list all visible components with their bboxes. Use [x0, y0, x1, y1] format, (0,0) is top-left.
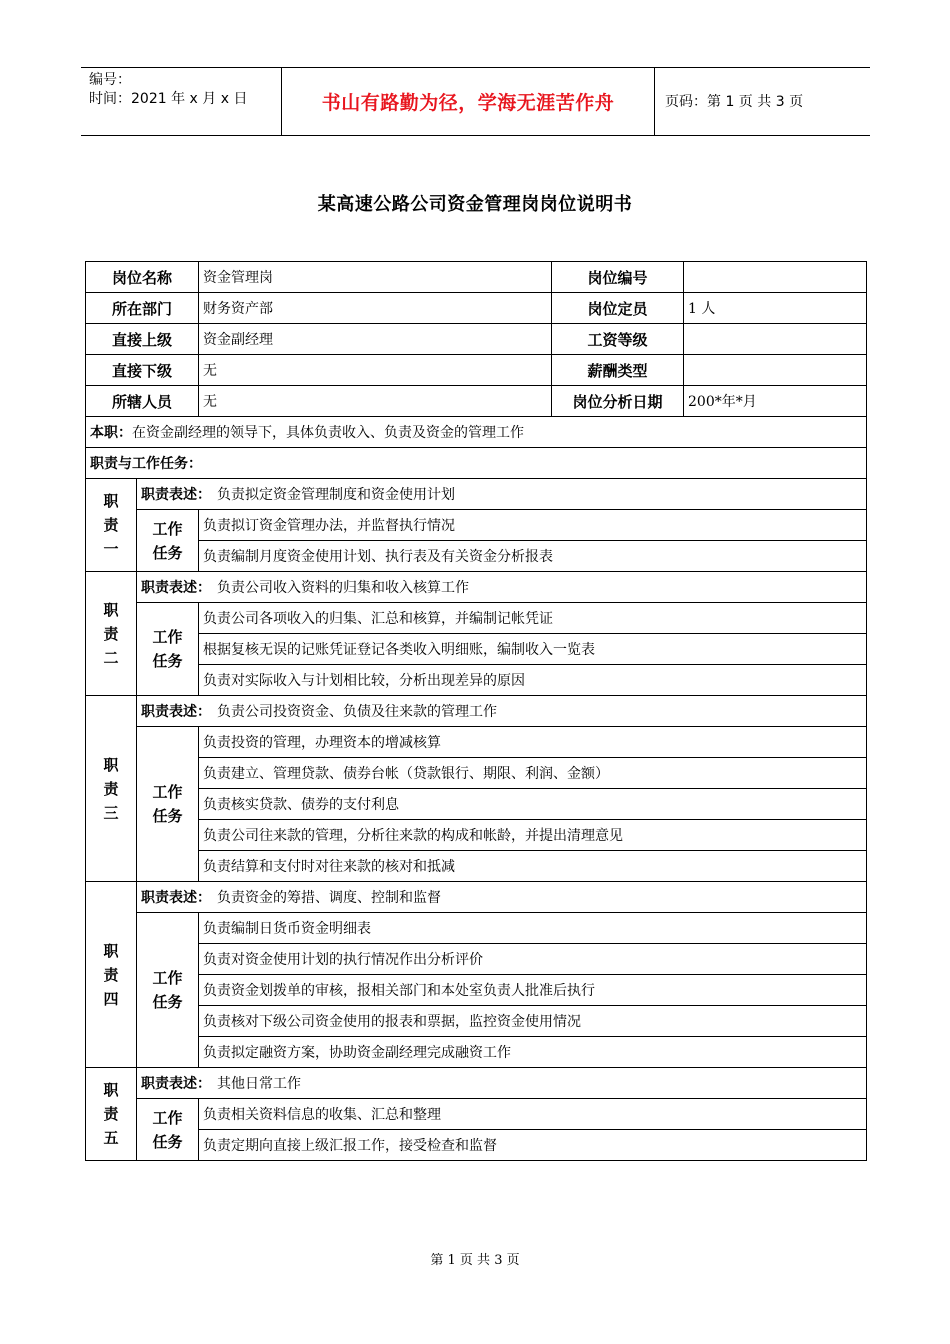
duty-description-cell [137, 882, 867, 913]
duty-task-text: 负责结算和支付时对往来款的核对和抵减 [199, 851, 867, 882]
duty-task-text: 负责相关资料信息的收集、汇总和整理 [199, 1099, 867, 1130]
duty-heading-char: 职 [103, 755, 119, 774]
duty-description-row [86, 1068, 867, 1099]
duty-heading [86, 882, 137, 1068]
duty-task-text: 负责对资金使用计划的执行情况作出分析评价 [199, 944, 867, 975]
task-heading-line: 工作 [152, 783, 183, 801]
duty-task-text: 负责公司往来款的管理，分析往来款的构成和帐龄，并提出清理意见 [199, 820, 867, 851]
job-description-table [85, 261, 867, 1161]
headcount-label: 岗位定员 [552, 293, 684, 324]
duties-title: 职责与工作任务： [86, 448, 867, 479]
duty-heading [86, 572, 137, 696]
task-heading-line: 任务 [152, 1132, 183, 1151]
duty-task-row [86, 913, 867, 944]
duty-task-text: 负责拟订资金管理办法，并监督执行情况 [199, 510, 867, 541]
number-label: 编号： [89, 72, 131, 88]
duty-task-row [86, 541, 867, 572]
superior-label: 直接上级 [86, 324, 199, 355]
duty-description-text: 负责公司收入资料的归集和收入核算工作 [217, 580, 469, 596]
duty-heading-char: 二 [103, 648, 119, 667]
duty-heading-char: 职 [103, 1081, 119, 1099]
wage-label: 工资等级 [552, 324, 684, 355]
duty-heading-char: 责 [103, 779, 119, 798]
duty-description-label: 职责表述： [141, 487, 211, 503]
duty-task-row [86, 510, 867, 541]
duty-task-text: 负责建立、管理贷款、债券台帐（贷款银行、期限、利润、金额） [199, 758, 867, 789]
duty-heading-char: 一 [103, 540, 119, 558]
duty-task-text: 负责资金划拨单的审核，报相关部门和本处室负责人批准后执行 [199, 975, 867, 1006]
duty-description-cell [137, 1068, 867, 1099]
duty-description-label: 职责表述： [141, 1076, 211, 1092]
document-header [81, 67, 870, 136]
core-duty-cell [86, 417, 867, 448]
subordinate-value: 无 [199, 355, 552, 386]
duty-task-text: 负责对实际收入与计划相比较，分析出现差异的原因 [199, 665, 867, 696]
duty-task-row [86, 1130, 867, 1161]
duty-heading-char: 职 [103, 941, 119, 960]
duty-heading-char: 责 [103, 1105, 119, 1123]
duty-task-row [86, 789, 867, 820]
department-label: 所在部门 [86, 293, 199, 324]
duty-task-row [86, 727, 867, 758]
task-heading-line: 工作 [152, 969, 183, 987]
duty-task-text: 负责核实贷款、债券的支付利息 [199, 789, 867, 820]
duty-task-row [86, 1037, 867, 1068]
row-department [86, 293, 867, 324]
duty-description-row [86, 882, 867, 913]
duty-heading-char: 四 [103, 989, 119, 1008]
duty-description-row [86, 572, 867, 603]
duty-heading-char: 三 [103, 803, 119, 822]
staff-label: 所辖人员 [86, 386, 199, 417]
duty-task-text: 负责核对下级公司资金使用的报表和票据，监控资金使用情况 [199, 1006, 867, 1037]
task-heading [137, 913, 199, 1068]
staff-value: 无 [199, 386, 552, 417]
position-no-label: 岗位编号 [552, 262, 684, 293]
duty-heading-char: 五 [103, 1129, 119, 1147]
duty-task-row [86, 1006, 867, 1037]
duty-task-row [86, 975, 867, 1006]
position-no-value [684, 262, 867, 293]
date-label: 时间：2021 年 x 月 x 日 [89, 91, 248, 107]
task-heading-line: 任务 [152, 652, 183, 670]
duty-description-cell [137, 479, 867, 510]
duty-heading-char: 责 [103, 965, 119, 984]
duty-description-label: 职责表述： [141, 704, 211, 720]
duty-description-cell [137, 696, 867, 727]
duty-task-row [86, 634, 867, 665]
salary-type-value [684, 355, 867, 386]
core-duty-label: 本职： [90, 425, 132, 441]
task-heading [137, 603, 199, 696]
position-name-value: 资金管理岗 [199, 262, 552, 293]
analysis-date-label: 岗位分析日期 [552, 386, 684, 417]
task-heading [137, 510, 199, 572]
row-subordinate [86, 355, 867, 386]
duty-description-text: 负责公司投资资金、负债及往来款的管理工作 [217, 704, 497, 720]
duty-description-text: 负责资金的筹措、调度、控制和监督 [217, 890, 441, 906]
duty-task-text: 负责投资的管理，办理资本的增减核算 [199, 727, 867, 758]
duty-heading-char: 责 [103, 624, 119, 643]
duty-task-row [86, 665, 867, 696]
header-meta [81, 67, 281, 135]
duty-task-row [86, 603, 867, 634]
header-page-info: 页码：第 1 页 共 3 页 [665, 94, 804, 110]
duty-heading [86, 1068, 137, 1161]
duty-task-text: 负责定期向直接上级汇报工作，接受检查和监督 [199, 1130, 867, 1161]
row-superior [86, 324, 867, 355]
duty-task-row [86, 1099, 867, 1130]
position-name-label: 岗位名称 [86, 262, 199, 293]
duty-description-text: 负责拟定资金管理制度和资金使用计划 [217, 487, 455, 503]
document-title: 某高速公路公司资金管理岗岗位说明书 [317, 194, 633, 215]
header-motto: 书山有路勤为径，学海无涯苦作舟 [281, 67, 655, 135]
wage-value [684, 324, 867, 355]
duty-heading-char: 职 [103, 600, 119, 619]
superior-value: 资金副经理 [199, 324, 552, 355]
task-heading-line: 任务 [152, 807, 183, 825]
core-duty-text: 在资金副经理的领导下，具体负责收入、负责及资金的管理工作 [132, 425, 524, 441]
task-heading [137, 727, 199, 882]
task-heading-line: 任务 [152, 993, 183, 1011]
duty-task-row [86, 944, 867, 975]
duty-description-cell [137, 572, 867, 603]
duty-task-row [86, 851, 867, 882]
task-heading-line: 任务 [152, 543, 183, 562]
duty-task-text: 负责编制月度资金使用计划、执行表及有关资金分析报表 [199, 541, 867, 572]
duty-description-row [86, 479, 867, 510]
row-position-name [86, 262, 867, 293]
analysis-date-value: 200*年*月 [684, 386, 867, 417]
duty-task-text: 负责公司各项收入的归集、汇总和核算，并编制记帐凭证 [199, 603, 867, 634]
task-heading-line: 工作 [152, 519, 183, 538]
duty-heading [86, 696, 137, 882]
subordinate-label: 直接下级 [86, 355, 199, 386]
duty-task-text: 根据复核无误的记账凭证登记各类收入明细账，编制收入一览表 [199, 634, 867, 665]
duty-heading-char: 责 [103, 516, 119, 534]
duties-section [86, 479, 867, 1161]
row-staff [86, 386, 867, 417]
duty-description-label: 职责表述： [141, 890, 211, 906]
page-footer: 第 1 页 共 3 页 [430, 1253, 520, 1268]
duty-description-label: 职责表述： [141, 580, 211, 596]
task-heading-line: 工作 [152, 1108, 183, 1127]
task-heading-line: 工作 [152, 628, 183, 646]
duty-heading-char: 职 [103, 492, 119, 510]
header-bottom-rule [81, 135, 870, 136]
duty-heading [86, 479, 137, 572]
task-heading [137, 1099, 199, 1161]
duty-task-row [86, 758, 867, 789]
department-value: 财务资产部 [199, 293, 552, 324]
duty-task-text: 负责编制日货币资金明细表 [199, 913, 867, 944]
salary-type-label: 薪酬类型 [552, 355, 684, 386]
row-duties-title [86, 448, 867, 479]
headcount-value: 1 人 [684, 293, 867, 324]
duty-task-text: 负责拟定融资方案，协助资金副经理完成融资工作 [199, 1037, 867, 1068]
row-core-duty [86, 417, 867, 448]
duty-task-row [86, 820, 867, 851]
duty-description-row [86, 696, 867, 727]
duty-description-text: 其他日常工作 [217, 1076, 301, 1092]
